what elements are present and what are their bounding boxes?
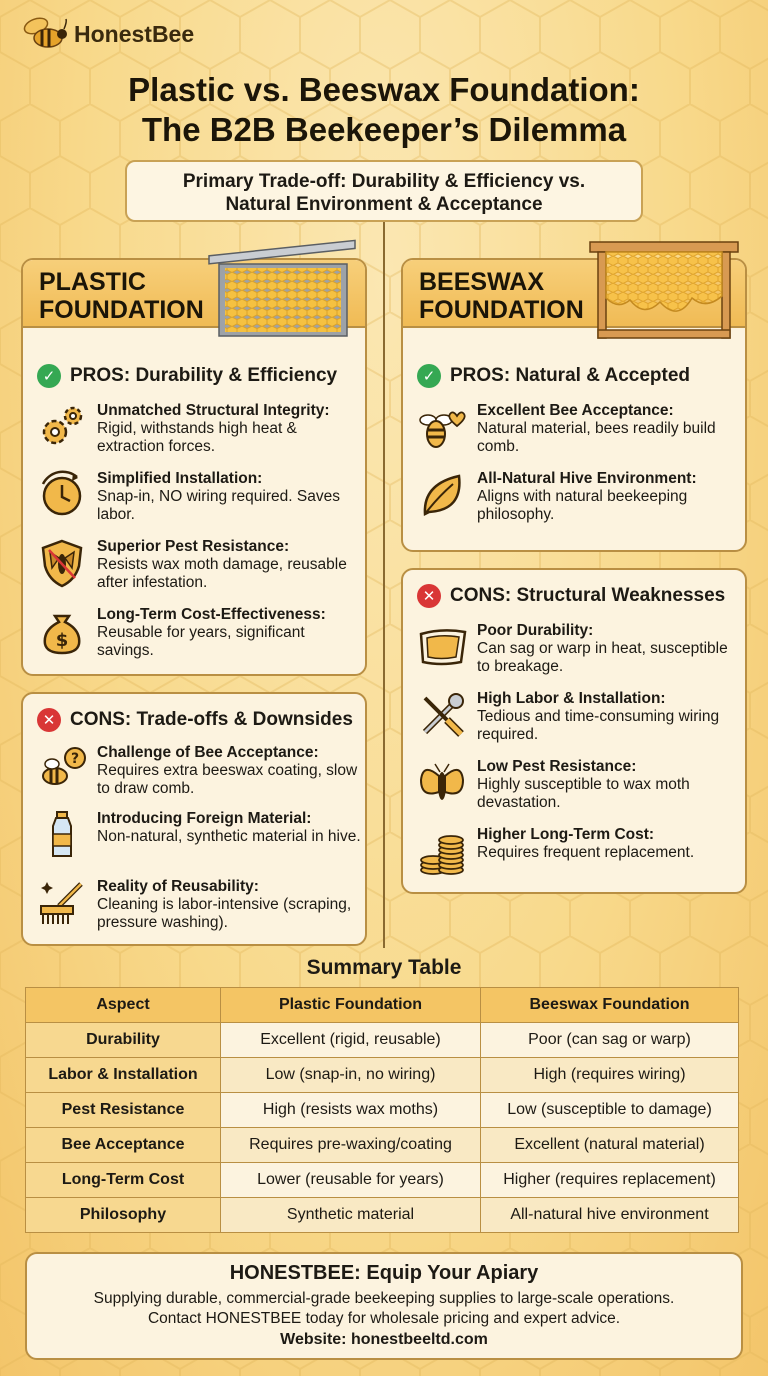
list-item [37,402,362,456]
table-header-row [26,988,739,1023]
footer-heading: HONESTBEE: Equip Your Apiary [229,1262,539,1284]
list-item [417,758,742,812]
moth-icon [417,758,467,808]
coins-icon [417,826,467,876]
plastic-cell: Requires pre-waxing/coating [221,1128,481,1163]
item-heading: Low Pest Resistance: [477,758,637,775]
beeswax-cell: High (requires wiring) [481,1058,739,1093]
plastic-pros-label: PROS: Durability & Efficiency [70,365,338,386]
beeswax-cons-card [401,568,747,894]
plastic-cell: Excellent (rigid, reusable) [221,1023,481,1058]
list-item [417,402,742,456]
plastic-bottle-icon [37,810,87,860]
footer-cta [25,1252,743,1360]
list-item [417,622,742,676]
item-body: Rigid, withstands high heat & extraction forces. [97,420,297,455]
item-body: Can sag or warp in heat, susceptible to breakage. [477,640,728,675]
item-heading: Simplified Installation: [97,470,263,487]
item-heading: Challenge of Bee Acceptance: [97,744,319,761]
scraper-brush-icon [37,878,87,928]
footer-line-1: Supplying durable, commercial-grade beekeeping supplies to large-scale operations. [93,1290,675,1307]
item-body: Cleaning is labor-intensive (scraping, pressure washing). [97,896,352,931]
item-body: Non-natural, synthetic material in hive. [97,828,361,845]
tradeoff-line-1: Primary Trade-off: Durability & Efficiency vs. [182,171,586,192]
svg-text:$: $ [55,630,69,651]
list-item [37,810,362,860]
item-body: Requires frequent replacement. [477,844,695,861]
svg-text:?: ? [70,751,80,767]
plastic-cons-label: CONS: Trade-offs & Downsides [70,709,353,730]
title-line-1: Plastic vs. Beeswax Foundation: [128,71,640,108]
beeswax-card-title: BEESWAX FOUNDATION [419,268,584,324]
plastic-card-title: PLASTIC FOUNDATION [39,268,204,324]
item-body: Reusable for years, significant savings. [97,624,305,659]
item-heading: Reality of Reusability: [97,878,259,895]
list-item [37,744,362,798]
item-heading: Higher Long-Term Cost: [477,826,655,843]
tradeoff-banner [125,160,643,222]
page-title [0,70,768,150]
item-body: Requires extra beeswax coating, slow to draw comb. [97,762,358,797]
aspect-cell: Long-Term Cost [26,1163,221,1198]
table-row [26,1093,739,1128]
item-heading: Poor Durability: [477,622,594,639]
aspect-cell: Durability [26,1023,221,1058]
beeswax-cons-label: CONS: Structural Weaknesses [450,585,726,606]
list-item [37,470,362,524]
item-heading: Long-Term Cost-Effectiveness: [97,606,326,623]
aspect-cell: Philosophy [26,1198,221,1233]
plastic-cell: Synthetic material [221,1198,481,1233]
x-icon: ✕ [37,708,61,732]
check-icon: ✓ [417,364,441,388]
beeswax-cell: Poor (can sag or warp) [481,1023,739,1058]
website-link[interactable]: Website: honestbeeltd.com [280,1331,488,1348]
summary-title: Summary Table [306,956,462,979]
aspect-cell: Bee Acceptance [26,1128,221,1163]
beeswax-pros-label: PROS: Natural & Accepted [450,365,691,386]
table-row [26,1128,739,1163]
table-row [26,1198,739,1233]
plastic-frame-illustration [207,236,357,340]
leaf-icon [417,470,467,520]
plastic-cell: Lower (reusable for years) [221,1163,481,1198]
bee-question-icon [37,744,87,794]
item-body: Tedious and time-consuming wiring required. [477,708,720,743]
table-row [26,1163,739,1198]
item-heading: Superior Pest Resistance: [97,538,290,555]
list-item [417,826,742,876]
list-item [37,606,362,660]
item-heading: High Labor & Installation: [477,690,666,707]
check-icon: ✓ [37,364,61,388]
beeswax-frame-illustration [588,238,740,342]
item-heading: All-Natural Hive Environment: [477,470,697,487]
list-item [37,878,362,932]
beeswax-cell: All-natural hive environment [481,1198,739,1233]
beeswax-cell: Higher (requires replacement) [481,1163,739,1198]
item-heading: Unmatched Structural Integrity: [97,402,330,419]
list-item [417,690,742,744]
list-item [37,538,362,592]
tradeoff-line-2: Natural Environment & Acceptance [225,194,543,215]
item-body: Snap-in, NO wiring required. Saves labor. [97,488,340,523]
brand-logo [20,16,194,52]
bee-logo-icon [20,16,68,52]
item-body: Natural material, bees readily build comb. [477,420,716,455]
beeswax-cons-title [417,584,725,608]
x-icon: ✕ [417,584,441,608]
item-heading: Excellent Bee Acceptance: [477,402,674,419]
plastic-cell: High (resists wax moths) [221,1093,481,1128]
beeswax-cell: Excellent (natural material) [481,1128,739,1163]
plastic-cell: Low (snap-in, no wiring) [221,1058,481,1093]
footer-line-2: Contact HONESTBEE today for wholesale pricing and expert advice. [147,1310,621,1327]
shield-moth-icon [37,538,87,588]
beeswax-pros-title [417,364,690,388]
brand-name: HonestBee [74,20,195,47]
aspect-cell: Pest Resistance [26,1093,221,1128]
clock-icon [37,470,87,520]
bee-heart-icon [417,402,467,452]
gears-icon [37,402,87,452]
plastic-cons-card [21,692,367,946]
header-cell: Beeswax Foundation [481,988,739,1023]
beeswax-cell: Low (susceptible to damage) [481,1093,739,1128]
warped-frame-icon [417,622,467,672]
item-body: Highly susceptible to wax moth devastation. [477,776,690,811]
aspect-cell: Labor & Installation [26,1058,221,1093]
summary-table [25,987,739,1233]
money-bag-icon [37,606,87,656]
table-row [26,1023,739,1058]
item-body: Aligns with natural beekeeping philosophy. [477,488,688,523]
title-line-2: The B2B Beekeeper’s Dilemma [141,111,627,148]
item-heading: Introducing Foreign Material: [97,810,312,827]
header-cell: Plastic Foundation [221,988,481,1023]
tools-icon [417,690,467,740]
list-item [417,470,742,524]
header-cell: Aspect [26,988,221,1023]
plastic-cons-title [37,708,353,732]
plastic-pros-title [37,364,337,388]
item-body: Resists wax moth damage, reusable after infestation. [97,556,347,591]
column-divider [383,222,385,948]
table-row [26,1058,739,1093]
